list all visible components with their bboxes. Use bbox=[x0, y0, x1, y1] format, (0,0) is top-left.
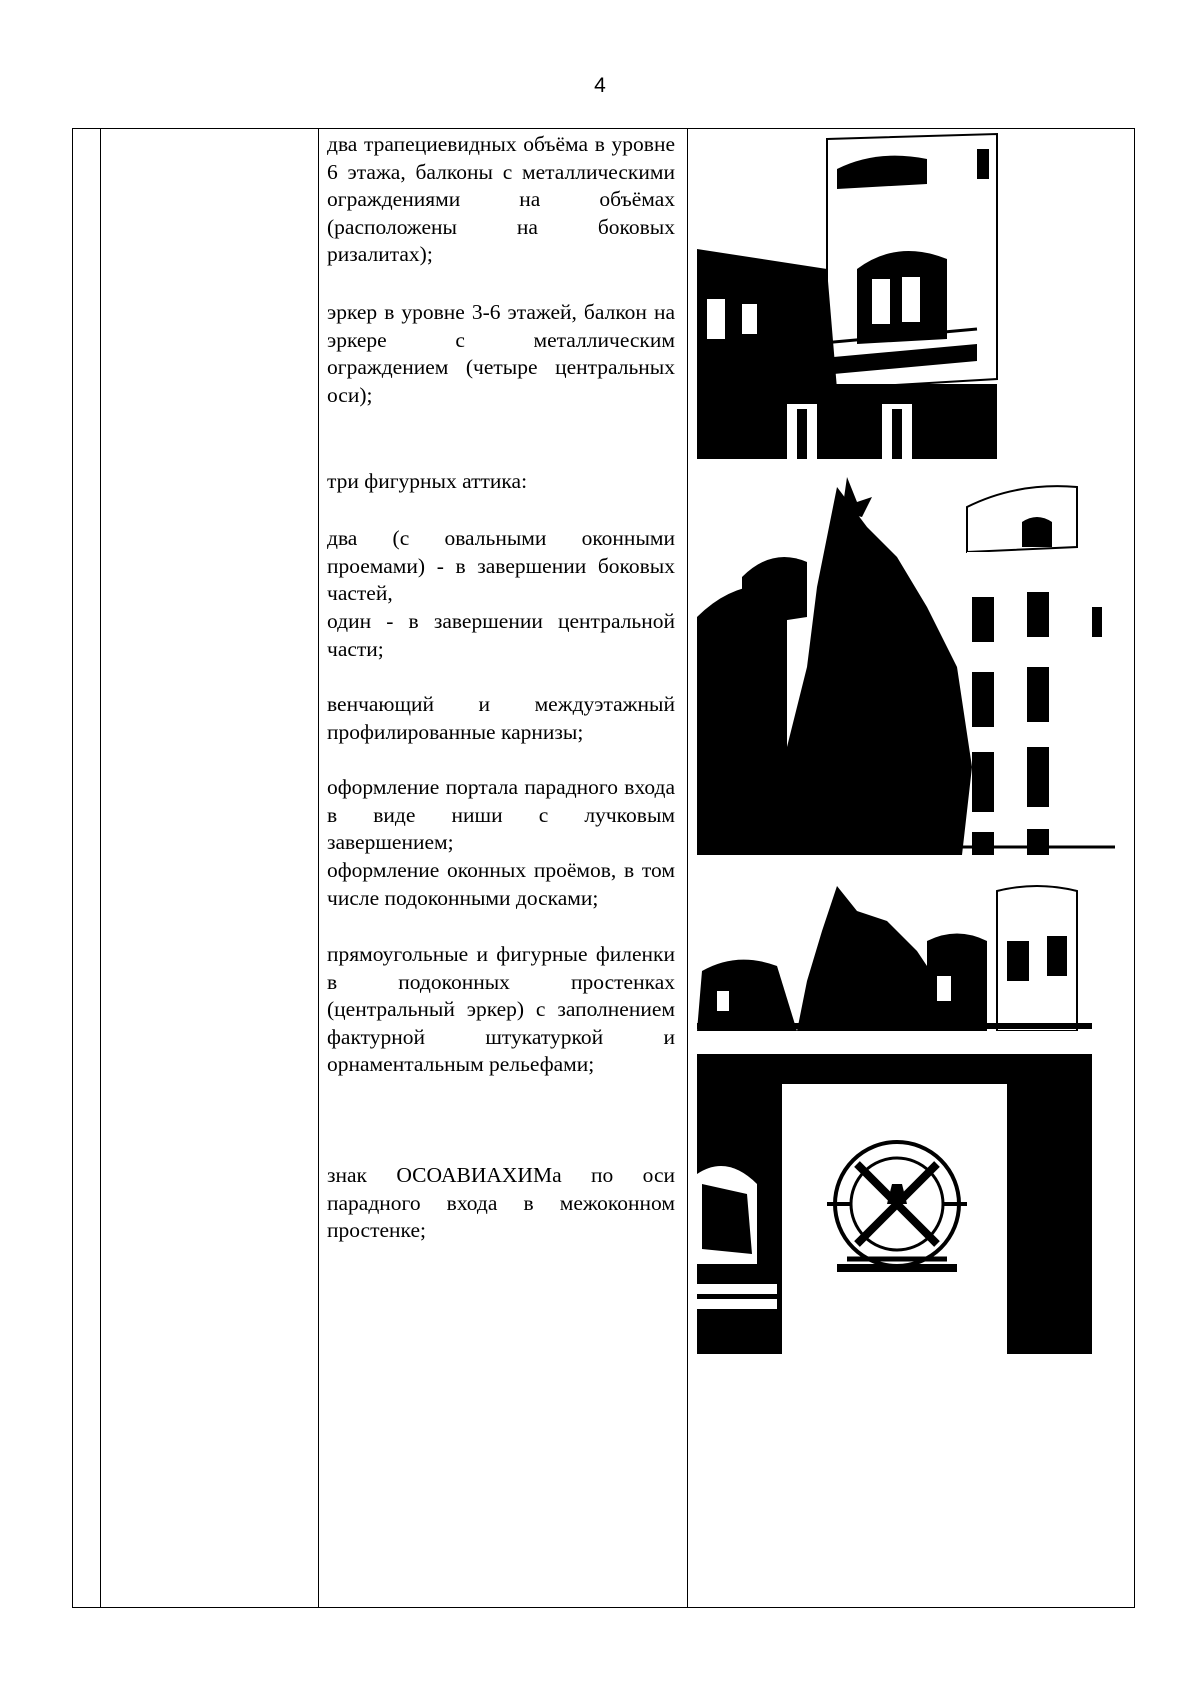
feature-cornices: венчающий и междуэтажный профилированные карнизы; bbox=[327, 692, 675, 744]
feature-attics-detail: два (с овальными оконными проемами) - в завершении боковых частей, bbox=[327, 526, 675, 605]
feature-portal: оформление портала парадного входа в виде ниши с лучковым завершением; bbox=[327, 775, 675, 854]
photo-facade-oriel bbox=[697, 129, 1092, 459]
photo-facade-panorama bbox=[697, 881, 1092, 1031]
feature-windows: оформление оконных проёмов, в том числе подоконными досками; bbox=[327, 858, 675, 910]
features-table bbox=[72, 128, 1135, 1608]
photo-osoaviakhim-emblem bbox=[697, 1054, 1092, 1354]
column-divider-1 bbox=[100, 129, 101, 1607]
column-divider-3 bbox=[687, 129, 688, 1607]
feature-oriel: эркер в уровне 3-6 этажей, балкон на эркере с металлическим ограждением (четыре центральных оси); bbox=[327, 300, 675, 407]
feature-attics-center: один - в завершении центральной части; bbox=[327, 609, 675, 661]
page-number: 4 bbox=[594, 74, 606, 97]
feature-emblem: знак ОСОАВИАХИМа по оси парадного входа в межоконном простенке; bbox=[327, 1163, 675, 1242]
column-divider-2 bbox=[318, 129, 319, 1607]
feature-volumes: два трапециевидных объёма в уровне 6 этажа, балконы с металлическими ограждениями на объёмах (расположены на боковых ризалитах); bbox=[327, 132, 675, 266]
feature-panels: прямоугольные и фигурные филенки в подоконных простенках (центральный эркер) с заполнением фактурной штукатуркой и орнаментальным рельефами; bbox=[327, 942, 675, 1076]
feature-attics-heading: три фигурных аттика: bbox=[327, 469, 528, 493]
photo-facade-attics bbox=[697, 467, 1115, 855]
